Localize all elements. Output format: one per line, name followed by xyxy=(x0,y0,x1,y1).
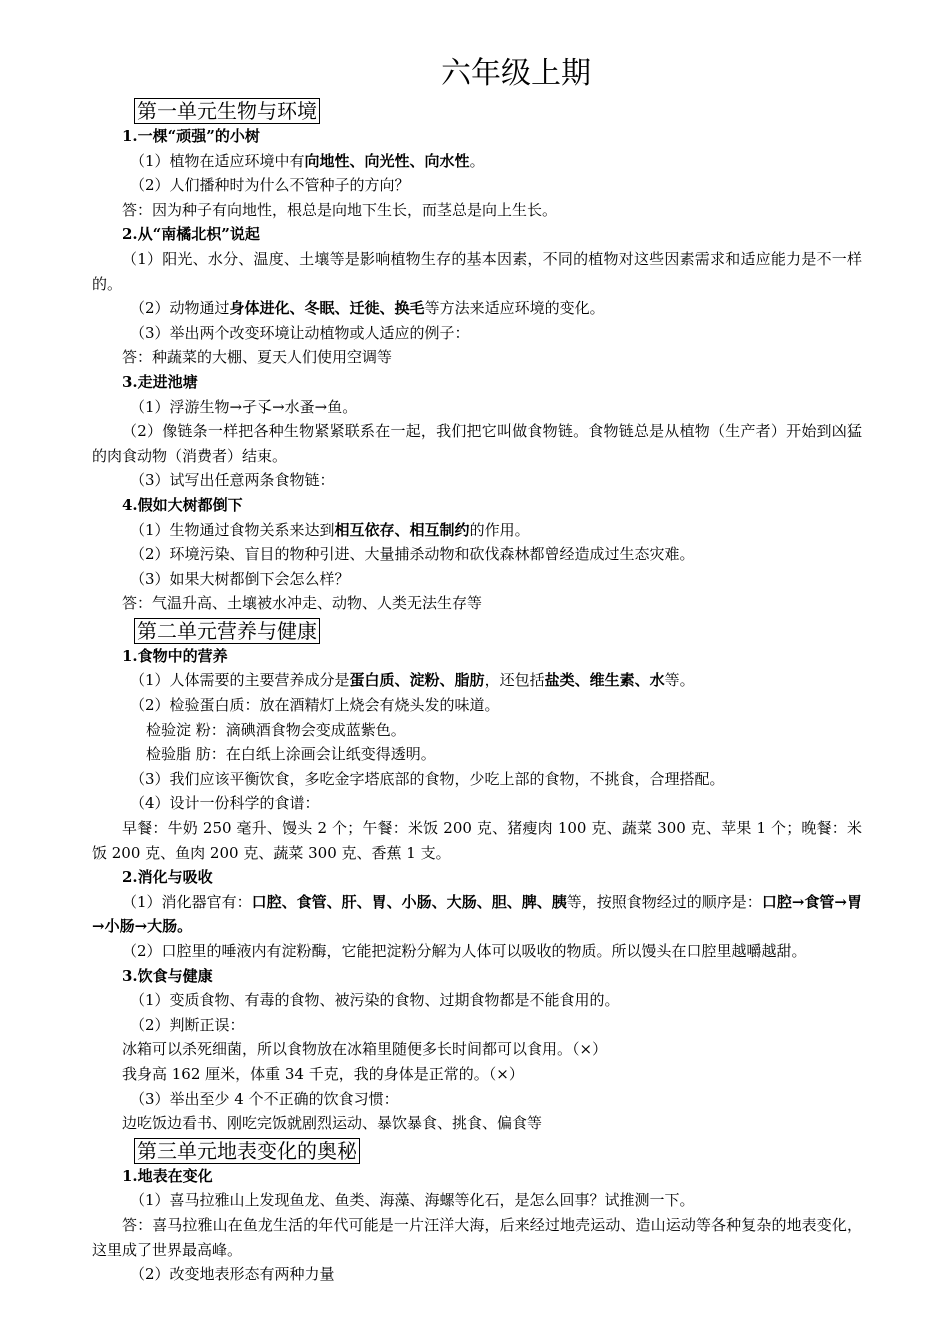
paragraph: 早餐：牛奶 250 毫升、馒头 2 个；午餐：米饭 200 克、猪瘦肉 100 克、蔬菜 300 克、苹果 1 个；晚餐：米饭 200 克、鱼肉 200 克、蔬菜 300 克、香蕉 1 支。 xyxy=(92,819,862,862)
text-line: （2）动物通过身体进化、冬眠、迁徙、换毛等方法来适应环境的变化。 xyxy=(130,299,605,318)
paragraph: 答：喜马拉雅山在鱼龙生活的年代可能是一片汪洋大海，后来经过地壳运动、造山运动等各种复杂的地表变化，这里成了世界最高峰。 xyxy=(92,1215,862,1259)
text-line: （4）设计一份科学的食谱： xyxy=(130,794,320,813)
paragraph: （1）阳光、水分、温度、土壤等是影响植物生存的基本因素，不同的植物对这些因素需求和适应能力是不一样的。 xyxy=(92,249,862,293)
text-line: （1）喜马拉雅山上发现鱼龙、鱼类、海藻、海螺等化石，是怎么回事？试推测一下。 xyxy=(130,1191,695,1210)
text-line: （3）举出至少 4 个不正确的饮食习惯： xyxy=(130,1089,399,1108)
text-line: （1）变质食物、有毒的食物、被污染的食物、过期食物都是不能食用的。 xyxy=(130,991,620,1010)
paragraph: （2）像链条一样把各种生物紧紧联系在一起，我们把它叫做食物链。食物链总是从植物（生产者）开始到凶猛的肉食动物（消费者）结束。 xyxy=(92,422,862,465)
lesson-title: 3.饮食与健康 xyxy=(122,966,213,985)
unit-heading: 第三单元地表变化的奥秘 xyxy=(134,1138,360,1164)
text-line: （2）改变地表形态有两种力量 xyxy=(130,1265,335,1284)
text-line: 边吃饭边看书、刚吃完饭就剧烈运动、暴饮暴食、挑食、偏食等 xyxy=(122,1114,543,1133)
answer-line: 答：因为种子有向地性，根总是向地下生长，而茎总是向上生长。 xyxy=(122,200,558,219)
text-line: 检验脂 肪：在白纸上涂画会让纸变得透明。 xyxy=(146,745,436,764)
paragraph: （2）口腔里的唾液内有淀粉酶，它能把淀粉分解为人体可以吸收的物质。所以馒头在口腔里越嚼越甜。 xyxy=(122,942,807,960)
paragraph: （1）消化器官有：口腔、食管、肝、胃、小肠、大肠、胆、脾、胰等，按照食物经过的顺序是：口腔→食管→胃→小肠→大肠。 xyxy=(92,892,862,936)
text-line: （3）试写出任意两条食物链： xyxy=(130,471,335,490)
text-line: 我身高 162 厘米，体重 34 千克，我的身体是正常的。（×） xyxy=(122,1064,524,1083)
text-line: 检验淀 粉：滴碘酒食物会变成蓝紫色。 xyxy=(146,720,406,739)
text-line: （1）生物通过食物关系来达到相互依存、相互制约的作用。 xyxy=(130,520,530,539)
text-line: （2）检验蛋白质：放在酒精灯上烧会有烧头发的味道。 xyxy=(130,696,500,715)
lesson-title: 3.走进池塘 xyxy=(122,372,198,391)
unit-heading: 第一单元生物与环境 xyxy=(134,98,320,124)
unit-heading: 第二单元营养与健康 xyxy=(134,618,320,644)
page-title: 六年级上期 xyxy=(441,56,591,91)
text-line: （1）人体需要的主要营养成分是蛋白质、淀粉、脂肪，还包括盐类、维生素、水等。 xyxy=(130,671,695,690)
lesson-title: 1.食物中的营养 xyxy=(122,646,228,665)
text-line: （2）判断正误： xyxy=(130,1015,245,1034)
text-line: （3）我们应该平衡饮食，多吃金字塔底部的食物，少吃上部的食物，不挑食，合理搭配。 xyxy=(130,769,725,788)
text-line: （3）如果大树都倒下会怎么样？ xyxy=(130,569,350,588)
lesson-title: 4.假如大树都倒下 xyxy=(122,495,243,514)
text-line: （1）浮游生物→孑孓→水蚤→鱼。 xyxy=(130,397,358,416)
answer-line: 答：种蔬菜的大棚、夏天人们使用空调等 xyxy=(122,348,393,367)
text-line: （2）人们播种时为什么不管种子的方向？ xyxy=(130,176,410,195)
document-page xyxy=(92,52,862,1287)
text-line: （1）植物在适应环境中有向地性、向光性、向水性。 xyxy=(130,151,485,170)
lesson-title: 1.一棵“顽强”的小树 xyxy=(122,127,260,145)
lesson-title: 2.消化与吸收 xyxy=(122,868,213,887)
text-line: 冰箱可以杀死细菌，所以食物放在冰箱里随便多长时间都可以食用。（×） xyxy=(122,1040,608,1059)
lesson-title: 1.地表在变化 xyxy=(122,1166,213,1185)
text-line: （3）举出两个改变环境让动植物或人适应的例子： xyxy=(130,323,470,342)
answer-line: 答：气温升高、土壤被水冲走、动物、人类无法生存等 xyxy=(122,594,483,613)
lesson-title: 2.从“南橘北枳”说起 xyxy=(122,225,260,244)
text-line: （2）环境污染、盲目的物种引进、大量捕杀动物和砍伐森林都曾经造成过生态灾难。 xyxy=(130,545,695,564)
